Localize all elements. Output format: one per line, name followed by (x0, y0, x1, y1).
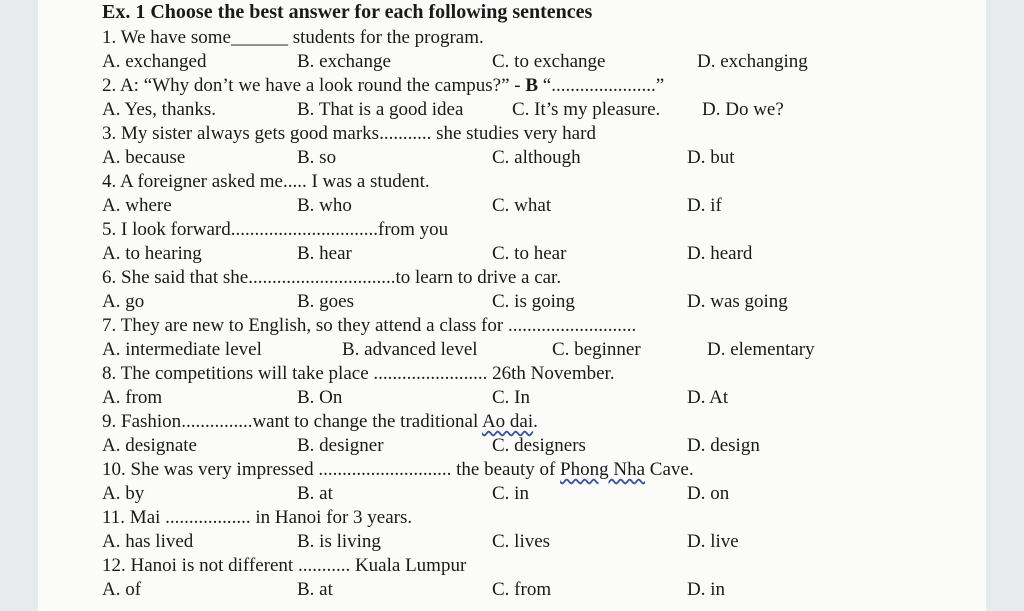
question-text: she studies very hard (431, 123, 596, 144)
option-c[interactable]: C. from (492, 579, 552, 600)
question-text: Kuala Lumpur (350, 555, 467, 576)
option-a[interactable]: A. Yes, thanks. (102, 99, 217, 120)
option-a[interactable]: A. where (102, 195, 172, 216)
option-b[interactable]: B. at (297, 579, 333, 600)
option-c[interactable]: C. although (492, 147, 581, 168)
option-b[interactable]: B. so (297, 147, 337, 168)
question-11-options (102, 530, 982, 554)
answer-blank: ............................... (248, 267, 396, 288)
option-c[interactable]: C. designers (492, 435, 586, 456)
question-7-options (102, 338, 982, 362)
question-6-options (102, 290, 982, 314)
question-3-stem (102, 122, 596, 146)
question-text: . (533, 411, 538, 432)
option-d[interactable]: D. design (687, 435, 760, 456)
question-6-stem (102, 266, 561, 290)
option-d[interactable]: D. Do we? (702, 99, 784, 120)
option-d[interactable]: D. exchanging (697, 51, 808, 72)
option-d[interactable]: D. elementary (707, 339, 815, 360)
question-text: in Hanoi for 3 years. (250, 507, 413, 528)
answer-blank: ..... (282, 171, 307, 192)
answer-blank: ........... (379, 123, 432, 144)
worksheet (38, 0, 986, 611)
option-a[interactable]: A. exchanged (102, 51, 207, 72)
option-d[interactable]: D. but (687, 147, 735, 168)
question-text: the beauty of (451, 459, 561, 480)
option-a[interactable]: A. of (102, 579, 142, 600)
option-d[interactable]: D. on (687, 483, 730, 504)
question-text: 2. A: “Why don’t we have a look round the campus?” - (102, 75, 526, 96)
question-text: 10. She was very impressed (102, 459, 319, 480)
question-10-options (102, 482, 982, 506)
option-d[interactable]: D. At (687, 387, 729, 408)
question-1-options (102, 50, 982, 74)
question-text: 5. I look forward (102, 219, 231, 240)
question-5-options (102, 242, 982, 266)
question-4-stem (102, 170, 430, 194)
option-c[interactable]: C. It’s my pleasure. (512, 99, 661, 120)
option-c[interactable]: C. to exchange (492, 51, 606, 72)
question-text: I was a student. (306, 171, 430, 192)
option-b[interactable]: B. On (297, 387, 343, 408)
option-a[interactable]: A. has lived (102, 531, 194, 552)
question-9-stem (102, 410, 538, 434)
question-4-options (102, 194, 982, 218)
option-a[interactable]: A. from (102, 387, 163, 408)
question-text: students for the program. (287, 27, 484, 48)
answer-blank: ............................... (230, 219, 378, 240)
question-text: to learn to drive a car. (395, 267, 562, 288)
page-margin-right (986, 0, 1024, 611)
option-b[interactable]: B. That is a good idea (297, 99, 464, 120)
question-12-stem (102, 554, 466, 578)
option-a[interactable]: A. because (102, 147, 186, 168)
option-d[interactable]: D. if (687, 195, 722, 216)
question-text: 9. Fashion (102, 411, 182, 432)
option-b[interactable]: B. advanced level (342, 339, 478, 360)
question-text: from you (378, 219, 449, 240)
question-text: 8. The competitions will take place (102, 363, 374, 384)
question-text: 26th November. (487, 363, 615, 384)
option-b[interactable]: B. is living (297, 531, 381, 552)
answer-blank: ______ (230, 27, 288, 48)
answer-blank: “......................” (538, 75, 665, 96)
option-b[interactable]: B. goes (297, 291, 354, 312)
option-a[interactable]: A. to hearing (102, 243, 202, 264)
option-d[interactable]: D. in (687, 579, 725, 600)
question-9-options (102, 434, 982, 458)
option-a[interactable]: A. intermediate level (102, 339, 262, 360)
option-b[interactable]: B. who (297, 195, 352, 216)
option-a[interactable]: A. designate (102, 435, 197, 456)
question-text: Cave. (645, 459, 694, 480)
option-d[interactable]: D. live (687, 531, 739, 552)
option-b[interactable]: B. exchange (297, 51, 391, 72)
answer-blank: ........................ (373, 363, 488, 384)
question-2-stem (102, 74, 664, 98)
question-text: 12. Hanoi is not different (102, 555, 298, 576)
question-3-options (102, 146, 982, 170)
answer-blank: ........................... (507, 315, 637, 336)
question-12-options (102, 578, 982, 602)
question-7-stem (102, 314, 636, 338)
question-text: 4. A foreigner asked me (102, 171, 283, 192)
answer-blank: ............... (181, 411, 253, 432)
option-c[interactable]: C. In (492, 387, 530, 408)
option-d[interactable]: D. was going (687, 291, 788, 312)
answer-blank: ........... (297, 555, 351, 576)
option-b[interactable]: B. designer (297, 435, 384, 456)
option-c[interactable]: C. what (492, 195, 552, 216)
question-text: 1. We have some (102, 27, 231, 48)
page-margin-left (0, 0, 38, 611)
spellcheck-word: Phong Nha (560, 459, 646, 480)
option-a[interactable]: A. by (102, 483, 145, 504)
spellcheck-word: Ao dai (481, 411, 534, 432)
answer-blank: ............................ (318, 459, 452, 480)
exercise-title: Ex. 1 Choose the best answer for each following sentences (102, 1, 593, 23)
option-c[interactable]: C. is going (492, 291, 575, 312)
question-text: 6. She said that she (102, 267, 249, 288)
question-8-options (102, 386, 982, 410)
answer-blank: .................. (165, 507, 251, 528)
question-text: want to change the traditional (252, 411, 482, 432)
question-5-stem (102, 218, 448, 242)
question-2-options (102, 98, 982, 122)
speaker-label: B (525, 75, 539, 96)
question-11-stem (102, 506, 412, 530)
option-d[interactable]: D. heard (687, 243, 753, 264)
option-c[interactable]: C. to hear (492, 243, 567, 264)
option-c[interactable]: C. in (492, 483, 529, 504)
question-text: 11. Mai (102, 507, 166, 528)
option-c[interactable]: C. beginner (552, 339, 641, 360)
option-b[interactable]: B. at (297, 483, 333, 504)
question-text: 3. My sister always gets good marks (102, 123, 380, 144)
question-10-stem (102, 458, 694, 482)
question-1-stem (102, 26, 484, 50)
option-a[interactable]: A. go (102, 291, 145, 312)
option-c[interactable]: C. lives (492, 531, 551, 552)
option-b[interactable]: B. hear (297, 243, 352, 264)
question-8-stem (102, 362, 615, 386)
question-text: 7. They are new to English, so they attend a class for (102, 315, 508, 336)
